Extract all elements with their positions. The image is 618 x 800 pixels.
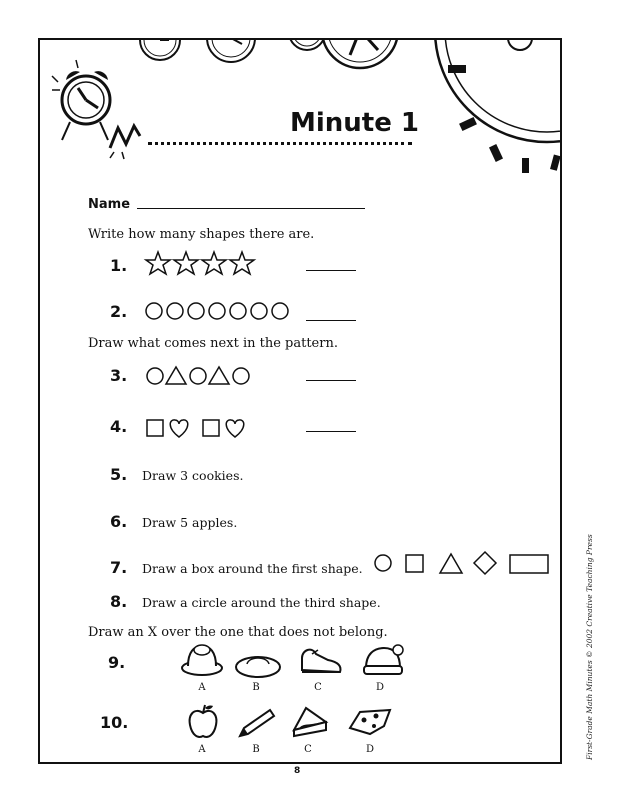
count-instruction: Write how many shapes there are. [88,227,315,242]
alarm-clock-icon [48,60,158,160]
star-icon [230,252,254,274]
sandwich-icon[interactable] [288,704,332,740]
question-number: 9. [108,653,126,672]
name-answer-line[interactable] [137,208,365,209]
circle-triangle-pattern [145,364,255,388]
cap-icon[interactable] [233,652,283,680]
choice-label: D [365,744,375,755]
choice-label: C [304,744,312,755]
choice-label: C [314,682,322,693]
shape-row[interactable] [373,548,553,578]
choice-label: A [198,744,206,755]
question-number: 3. [110,366,128,385]
copyright-credit: First-Grade Math Minutes © 2002 Creative Teaching Press [585,534,594,760]
question-number: 4. [110,417,128,436]
circles-shapes [145,300,305,324]
page-number: 8 [294,766,301,776]
pencil-icon[interactable] [234,706,278,740]
belong-instruction: Draw an X over the one that does not belong. [88,625,388,640]
wall-clock-icon [320,38,400,80]
question-number: 5. [110,465,128,484]
name-label: Name [88,197,131,212]
choice-label: A [198,682,206,693]
answer-line[interactable] [306,270,356,271]
cheese-icon[interactable] [346,706,394,738]
page-title: Minute 1 [290,108,420,138]
big-clock-face-icon [422,38,562,170]
question-text: Draw a box around the first shape. [142,561,363,576]
worksheet-page [38,38,562,764]
apple-icon[interactable] [186,703,220,741]
answer-line[interactable] [306,320,356,321]
question-number: 1. [110,256,128,275]
choice-label: D [375,682,385,693]
question-number: 8. [110,592,128,611]
star-icon [202,252,226,274]
question-number: 7. [110,558,128,577]
winter-hat-icon[interactable] [360,640,406,678]
question-text: Draw 5 apples. [142,515,238,530]
star-icon [174,252,198,274]
shoe-icon[interactable] [298,642,344,678]
choice-label: B [252,682,260,693]
answer-line[interactable] [306,431,356,432]
square-heart-pattern [145,416,255,440]
medium-clock-icon [205,38,265,78]
question-number: 2. [110,302,128,321]
question-text: Draw 3 cookies. [142,468,244,483]
title-divider [148,142,412,145]
answer-line[interactable] [306,380,356,381]
hat-icon[interactable] [180,642,224,678]
question-number: 6. [110,512,128,531]
pattern-instruction: Draw what comes next in the pattern. [88,336,338,351]
choice-label: B [252,744,260,755]
question-number: 10. [100,713,129,732]
stars-shapes [145,250,265,280]
question-text: Draw a circle around the third shape. [142,595,381,610]
star-icon [146,252,170,274]
